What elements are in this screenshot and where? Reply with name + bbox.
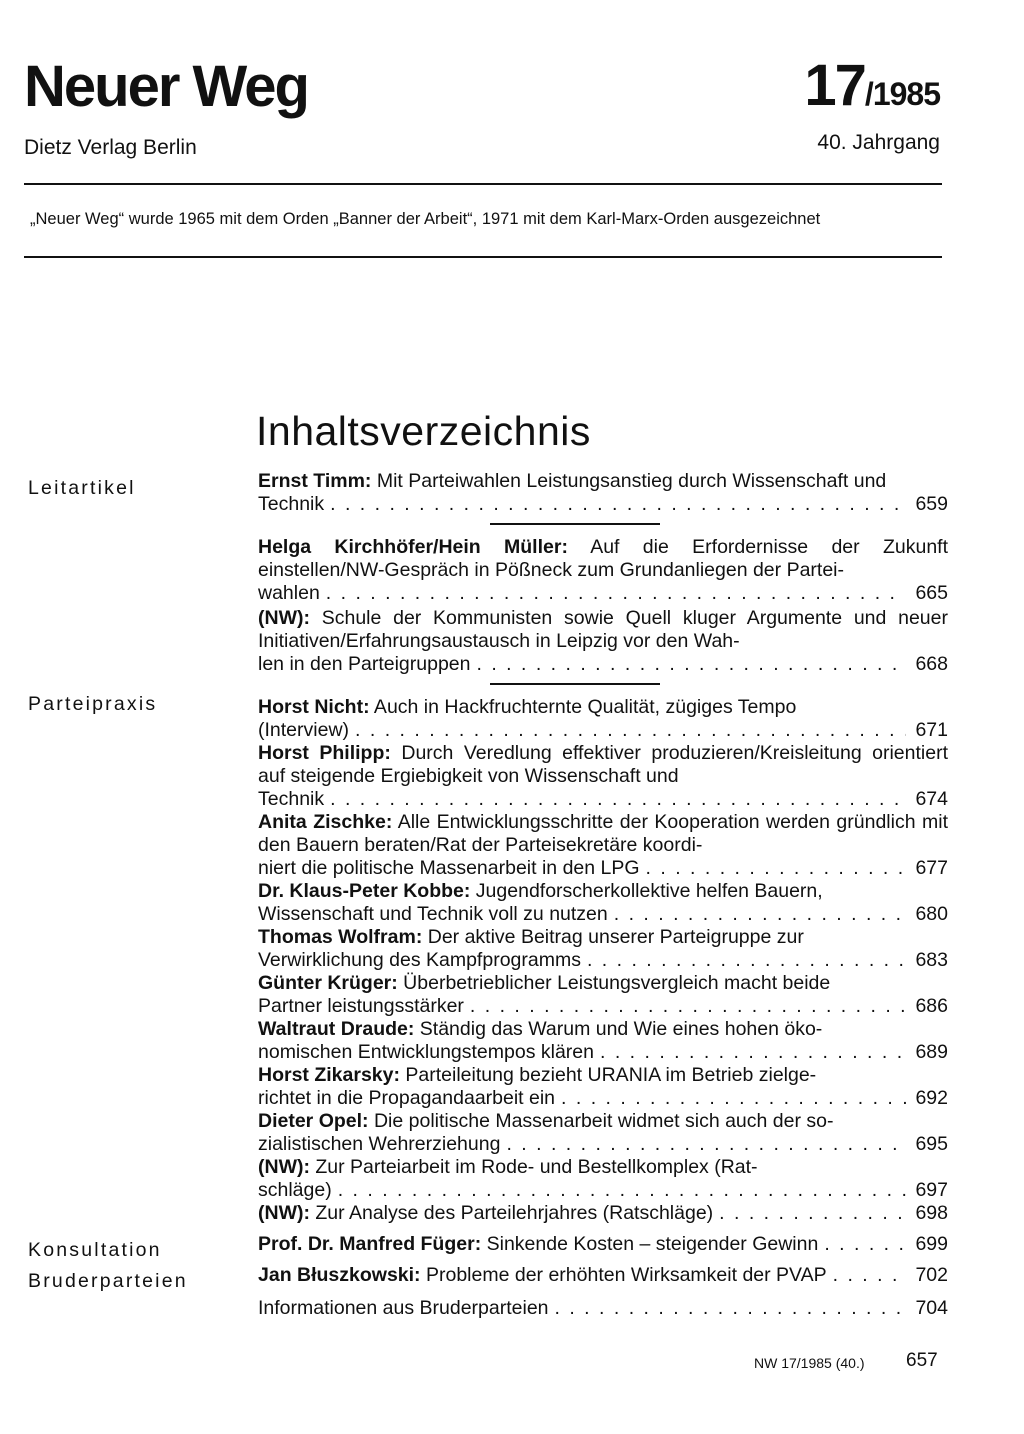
dot-leader xyxy=(614,903,906,926)
entry-author: (NW): xyxy=(258,607,310,629)
entry-page: 668 xyxy=(915,653,948,675)
section-label-parteipraxis: Parteipraxis xyxy=(28,693,158,715)
entry-page: 665 xyxy=(915,582,948,604)
section-label-leitartikel: Leitartikel xyxy=(28,477,136,499)
entry-title-end: Verwirklichung des Kampfprogramms xyxy=(258,949,581,971)
entry-title-end: Sinkende Kosten – steigender Gewinn xyxy=(486,1233,819,1255)
entry-title-end: Technik xyxy=(258,788,325,810)
footer-page-number: 657 xyxy=(906,1350,938,1371)
toc-entry[interactable] xyxy=(258,1110,948,1156)
dot-leader xyxy=(555,1297,906,1320)
entry-author: Ernst Timm: xyxy=(258,470,372,492)
entry-page: 704 xyxy=(915,1297,948,1319)
toc-entry[interactable] xyxy=(258,1064,948,1110)
award-note: „Neuer Weg“ wurde 1965 mit dem Orden „Banner der Arbeit“, 1971 mit dem Karl-Marx-Orden ausgezeichnet xyxy=(30,210,821,228)
footer-reference: NW 17/1985 (40.) xyxy=(754,1355,865,1371)
entry-author: Thomas Wolfram: xyxy=(258,926,423,948)
entry-page: 659 xyxy=(915,493,948,515)
entry-author: Dr. Klaus-Peter Kobbe: xyxy=(258,880,471,902)
toc-entry[interactable] xyxy=(258,470,948,516)
entry-page: 698 xyxy=(915,1202,948,1224)
entry-author: Prof. Dr. Manfred Füger: xyxy=(258,1233,482,1255)
volume: 40. Jahrgang xyxy=(817,131,940,154)
toc-entry[interactable] xyxy=(258,1018,948,1064)
entry-page: 677 xyxy=(915,857,948,879)
entry-page: 674 xyxy=(915,788,948,810)
toc-entry[interactable] xyxy=(258,1233,948,1256)
toc-entry[interactable] xyxy=(258,536,948,605)
issue-year: /1985 xyxy=(864,76,940,112)
entry-title-end: Technik xyxy=(258,493,325,515)
entry-author: Waltraut Draude: xyxy=(258,1018,415,1040)
entry-page: 671 xyxy=(915,719,948,741)
entry-page: 692 xyxy=(915,1087,948,1109)
publisher: Dietz Verlag Berlin xyxy=(24,136,197,159)
toc-entry[interactable] xyxy=(258,1156,948,1202)
entry-title-end: len in den Parteigruppen xyxy=(258,653,471,675)
entry-title-end: Wissenschaft und Technik voll zu nutzen xyxy=(258,903,608,925)
entry-title: Durch Veredlung effektiver produzieren/Kreisleitung orientiert auf steigende Ergiebigkeit von Wissenschaft und xyxy=(258,742,949,787)
dot-leader xyxy=(646,857,906,880)
entry-page: 689 xyxy=(915,1041,948,1063)
entry-author: Jan Błuszkowski: xyxy=(258,1264,421,1286)
toc-entry[interactable] xyxy=(258,1297,948,1320)
entry-title-end: wahlen xyxy=(258,582,320,604)
entry-author: Horst Nicht: xyxy=(258,696,370,718)
dot-leader xyxy=(600,1041,906,1064)
entry-author: (NW): xyxy=(258,1156,310,1178)
dot-leader xyxy=(719,1202,906,1225)
entry-author: Horst Philipp: xyxy=(258,742,391,764)
dot-leader xyxy=(824,1233,906,1256)
issue-block xyxy=(804,53,940,131)
entry-title: Der aktive Beitrag unserer Parteigruppe zur xyxy=(422,926,804,948)
dot-leader xyxy=(470,995,906,1018)
entry-title: Ständig das Warum und Wie eines hohen öko- xyxy=(414,1018,823,1040)
dot-leader xyxy=(506,1133,906,1156)
masthead-title: Neuer Weg xyxy=(24,54,308,119)
entry-title-end: nomischen Entwicklungstempos klären xyxy=(258,1041,594,1063)
dot-leader xyxy=(477,653,907,676)
toc-entry[interactable] xyxy=(258,742,948,811)
entry-title: Auch in Hackfruchternte Qualität, zügiges Tempo xyxy=(369,696,797,718)
entry-title: Alle Entwicklungsschritte der Kooperation werden gründlich mit den Bauern beraten/Rat der Parteisekretäre koordi- xyxy=(258,811,948,856)
section-divider xyxy=(490,523,660,525)
issue-number: 17 xyxy=(804,53,865,118)
dot-leader xyxy=(338,1179,906,1202)
rule-top xyxy=(24,183,942,185)
entry-author: Helga Kirchhöfer/Hein Müller: xyxy=(258,536,568,558)
dot-leader xyxy=(833,1264,906,1287)
toc-entry[interactable] xyxy=(258,607,948,676)
entry-author: Dieter Opel: xyxy=(258,1110,369,1132)
entry-title-end: Zur Analyse des Parteilehrjahres (Ratschläge) xyxy=(315,1202,714,1224)
entry-page: 683 xyxy=(915,949,948,971)
entry-title-end: Informationen aus Bruderparteien xyxy=(258,1297,549,1319)
entry-title-end: (Interview) xyxy=(258,719,350,741)
dot-leader xyxy=(561,1087,906,1110)
entry-author: (NW): xyxy=(258,1202,310,1224)
toc-entry[interactable] xyxy=(258,972,948,1018)
entry-title: Mit Parteiwahlen Leistungsanstieg durch Wissenschaft und xyxy=(371,470,887,492)
entry-title-end: Partner leistungsstärker xyxy=(258,995,464,1017)
rule-bottom xyxy=(24,256,942,258)
entry-title: Auf die Erfordernisse der Zukunft einstellen/NW-Gespräch in Pößneck zum Grundanliegen der Partei- xyxy=(258,536,948,581)
dot-leader xyxy=(330,493,906,516)
entry-title-end: richtet in die Propagandaarbeit ein xyxy=(258,1087,556,1109)
entry-author: Günter Krüger: xyxy=(258,972,398,994)
toc-list xyxy=(258,470,948,1320)
section-divider xyxy=(490,683,660,685)
entry-page: 695 xyxy=(915,1133,948,1155)
entry-title: Jugendforscherkollektive helfen Bauern, xyxy=(470,880,823,902)
toc-entry[interactable] xyxy=(258,1202,948,1225)
dot-leader xyxy=(355,719,906,742)
entry-title: Parteileitung bezieht URANIA im Betrieb zielge- xyxy=(399,1064,817,1086)
entry-page: 680 xyxy=(915,903,948,925)
toc-entry[interactable] xyxy=(258,1264,948,1287)
entry-title: Schule der Kommunisten sowie Quell kluger Argumente und neuer Initiativen/Erfahrungsaustausch in Leipzig vor den Wah- xyxy=(258,607,948,652)
entry-author: Horst Zikarsky: xyxy=(258,1064,400,1086)
entry-title-end: schläge) xyxy=(258,1179,332,1201)
entry-title: Die politische Massenarbeit widmet sich auch der so- xyxy=(368,1110,834,1132)
entry-page: 686 xyxy=(915,995,948,1017)
dot-leader xyxy=(330,788,906,811)
toc-entry[interactable] xyxy=(258,926,948,972)
entry-title-end: zialistischen Wehrerziehung xyxy=(258,1133,501,1155)
entry-page: 699 xyxy=(915,1233,948,1255)
entry-title: Überbetrieblicher Leistungsvergleich macht beide xyxy=(397,972,831,994)
entry-title-end: niert die politische Massenarbeit in den LPG xyxy=(258,857,640,879)
entry-title-end: Probleme der erhöhten Wirksamkeit der PVAP xyxy=(425,1264,827,1286)
entry-page: 702 xyxy=(915,1264,948,1286)
toc-entry[interactable] xyxy=(258,880,948,926)
entry-title: Zur Parteiarbeit im Rode- und Bestellkomplex (Rat- xyxy=(309,1156,758,1178)
toc-entry[interactable] xyxy=(258,696,948,742)
section-label-bruderparteien: Bruderparteien xyxy=(28,1270,188,1292)
section-label-konsultation: Konsultation xyxy=(28,1239,162,1261)
entry-author: Anita Zischke: xyxy=(258,811,393,833)
toc-entry[interactable] xyxy=(258,811,948,880)
toc-title: Inhaltsverzeichnis xyxy=(256,408,591,454)
dot-leader xyxy=(587,949,906,972)
dot-leader xyxy=(326,582,906,605)
entry-page: 697 xyxy=(915,1179,948,1201)
